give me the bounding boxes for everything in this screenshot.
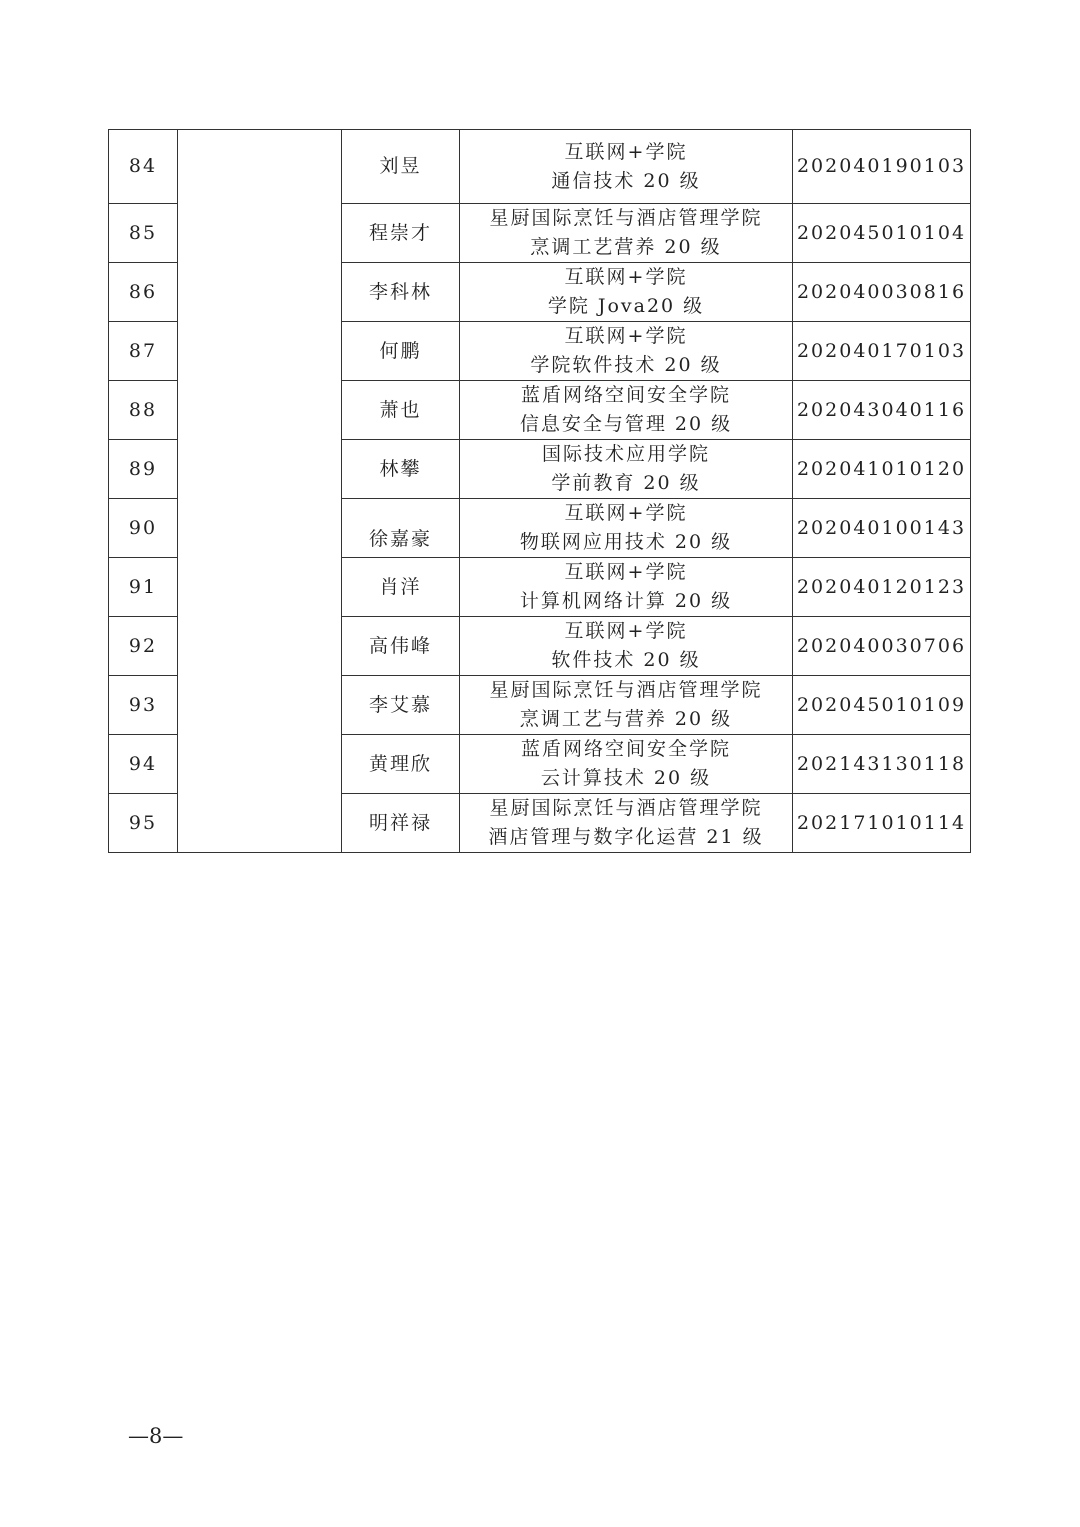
major-name: 烹调工艺营养 20 级 [530, 236, 722, 258]
row-number: 85 [109, 204, 178, 263]
student-name-cell [342, 499, 460, 558]
student-id: 202040120123 [793, 558, 971, 617]
row-number: 86 [109, 263, 178, 322]
page-number: —8— [128, 1424, 184, 1448]
college-name: 互联网+学院 [564, 140, 688, 163]
student-name: 高伟峰 [342, 617, 460, 676]
college-name: 星厨国际烹饪与酒店管理学院 [489, 679, 763, 701]
college-major-cell [460, 735, 793, 794]
college-major-cell [460, 263, 793, 322]
college-name: 互联网+学院 [564, 502, 688, 524]
major-name: 信息安全与管理 20 级 [519, 413, 733, 435]
college-major-cell [460, 558, 793, 617]
college-name: 蓝盾网络空间安全学院 [520, 738, 731, 760]
major-name: 学院 Jova20 级 [547, 295, 705, 317]
student-id: 202040190103 [793, 130, 971, 204]
student-roster-table [108, 129, 971, 853]
student-id: 202040170103 [793, 322, 971, 381]
student-name: 程崇才 [342, 204, 460, 263]
college-name: 星厨国际烹饪与酒店管理学院 [489, 207, 763, 229]
major-name: 计算机网络计算 20 级 [519, 590, 733, 612]
major-name: 烹调工艺与营养 20 级 [519, 708, 733, 730]
row-number: 92 [109, 617, 178, 676]
college-major-cell [460, 130, 793, 204]
student-name: 何鹏 [342, 322, 460, 381]
college-major-cell [460, 499, 793, 558]
college-name: 互联网+学院 [564, 266, 688, 288]
major-name: 物联网应用技术 20 级 [519, 531, 733, 553]
college-name: 互联网+学院 [564, 620, 688, 642]
student-id: 202043040116 [793, 381, 971, 440]
student-name: 黄理欣 [342, 735, 460, 794]
row-number: 91 [109, 558, 178, 617]
student-name: 徐嘉豪 [368, 527, 432, 550]
college-name: 国际技术应用学院 [541, 443, 710, 465]
student-id: 202040030706 [793, 617, 971, 676]
college-major-cell [460, 440, 793, 499]
student-id: 202045010109 [793, 676, 971, 735]
row-number: 88 [109, 381, 178, 440]
student-name: 李科林 [342, 263, 460, 322]
student-name: 萧也 [342, 381, 460, 440]
student-name: 肖洋 [342, 558, 460, 617]
college-major-cell [460, 617, 793, 676]
college-name: 星厨国际烹饪与酒店管理学院 [489, 797, 763, 819]
row-number: 93 [109, 676, 178, 735]
row-number: 95 [109, 794, 178, 853]
college-major-cell [460, 676, 793, 735]
major-name: 云计算技术 20 级 [540, 767, 712, 789]
student-id: 202045010104 [793, 204, 971, 263]
student-name: 刘昱 [342, 130, 460, 204]
college-major-cell [460, 381, 793, 440]
major-name: 通信技术 20 级 [551, 169, 701, 192]
major-name: 学前教育 20 级 [551, 472, 701, 494]
college-major-cell [460, 204, 793, 263]
student-id: 202040030816 [793, 263, 971, 322]
student-id: 202171010114 [793, 794, 971, 853]
row-number: 89 [109, 440, 178, 499]
student-id: 202143130118 [793, 735, 971, 794]
college-name: 互联网+学院 [564, 561, 688, 583]
college-major-cell [460, 794, 793, 853]
row-number: 84 [109, 130, 178, 204]
student-id: 202041010120 [793, 440, 971, 499]
student-name: 明祥禄 [342, 794, 460, 853]
table-row [109, 130, 971, 204]
college-name: 互联网+学院 [564, 325, 688, 347]
major-name: 酒店管理与数字化运营 21 级 [488, 826, 764, 848]
student-id: 202040100143 [793, 499, 971, 558]
college-name: 蓝盾网络空间安全学院 [520, 384, 731, 406]
merged-category-cell [178, 130, 342, 853]
row-number: 87 [109, 322, 178, 381]
row-number: 90 [109, 499, 178, 558]
major-name: 软件技术 20 级 [551, 649, 701, 671]
college-major-cell [460, 322, 793, 381]
major-name: 学院软件技术 20 级 [530, 354, 722, 376]
student-name: 林攀 [342, 440, 460, 499]
row-number: 94 [109, 735, 178, 794]
student-name: 李艾慕 [342, 676, 460, 735]
